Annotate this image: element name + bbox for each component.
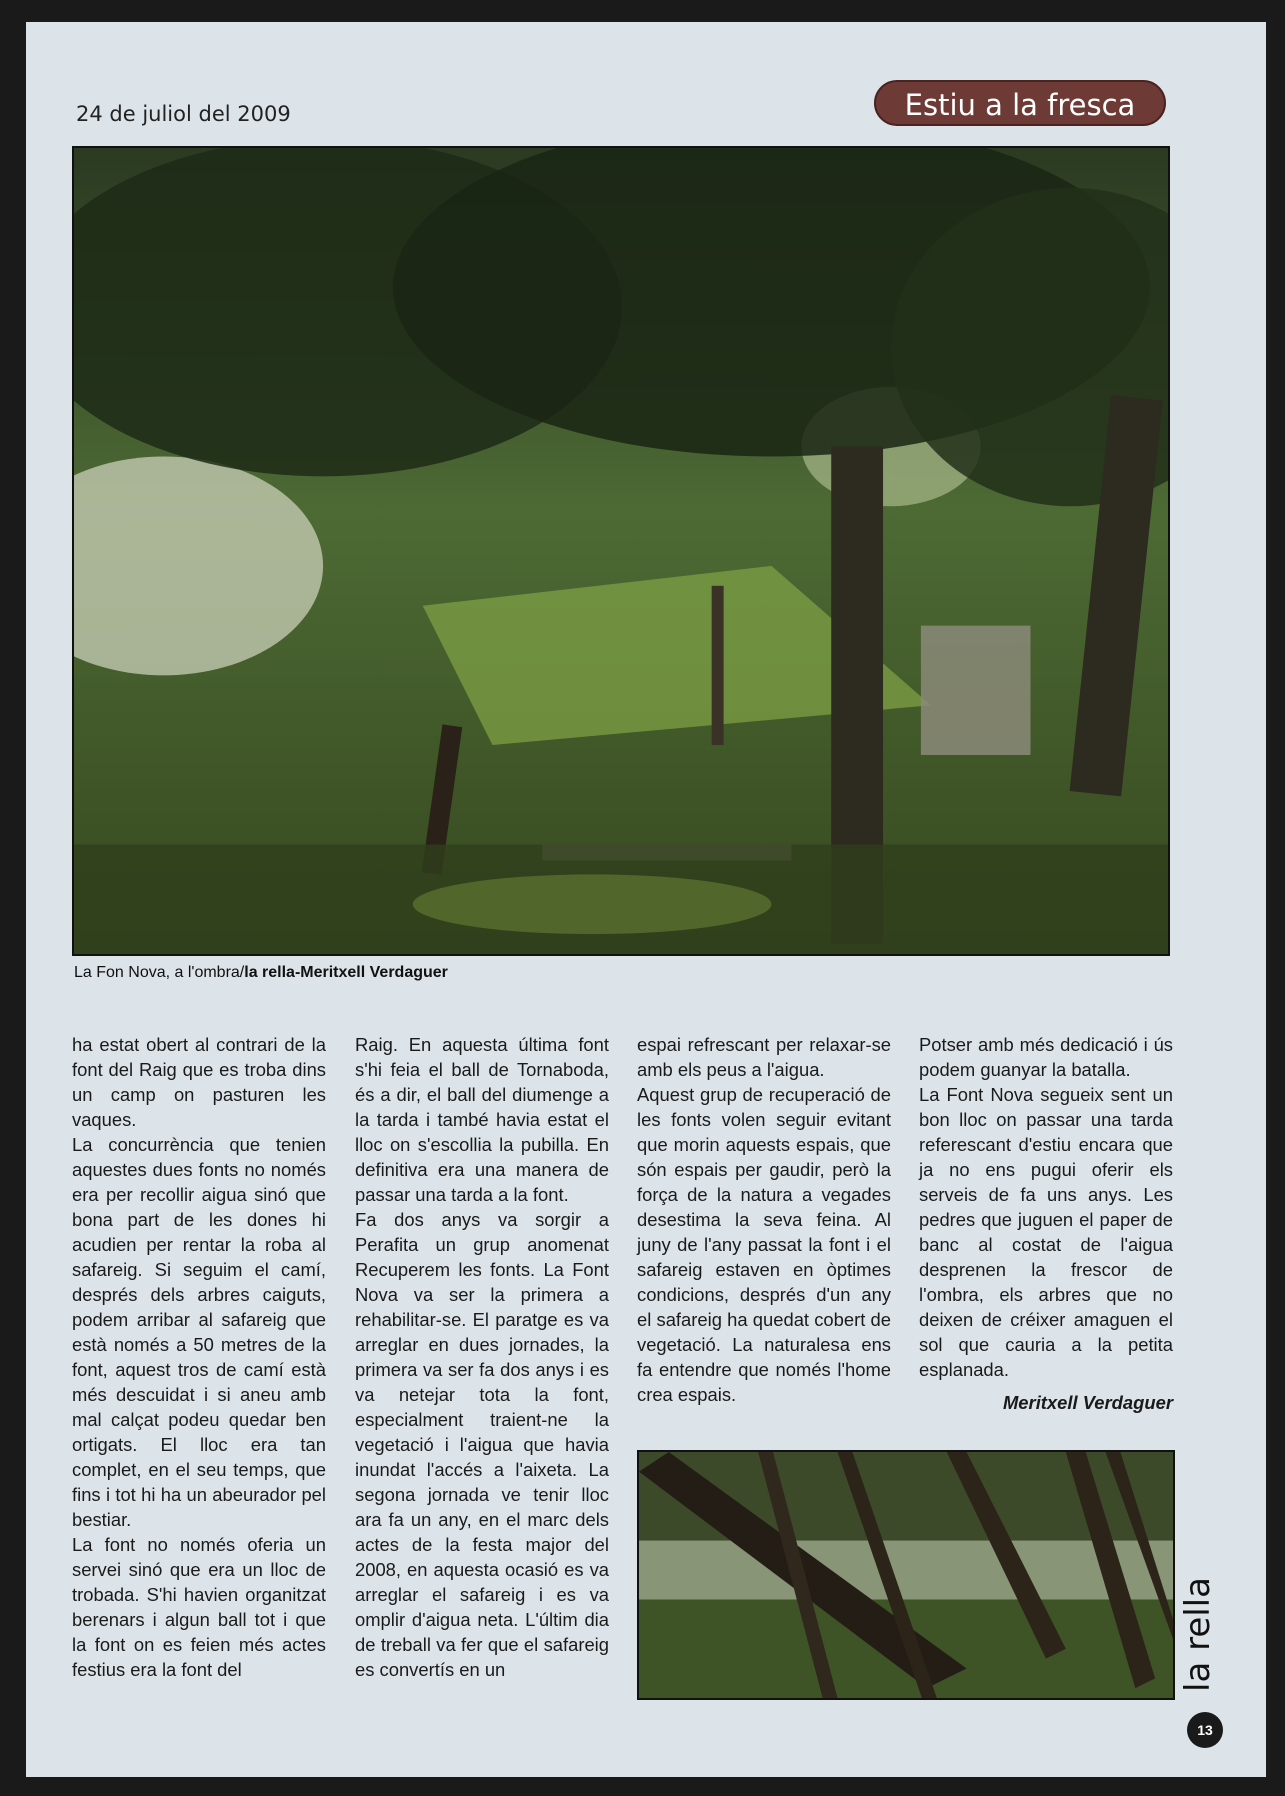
caption-credit: la rella-Meritxell Verdaguer — [244, 964, 448, 981]
paragraph: Fa dos anys va sorgir a Perafita un grup anomenat Recuperem les fonts. La Font Nova va ser la primera a rehabilitar-se. El paratge es va arreglar en dues jornades, la primera va ser fa dos anys i es va netejar tota la font, especialment traient-ne la vegetació i l'aigua que havia inundat l'accés a l'aixeta. La segona jornada ve tenir lloc ara fa un any, en el marc dels actes de la festa major del 2008, en aquesta ocasió es va arreglar el safareig i es va omplir d'aigua neta. L'últim dia de treball va fer que el safareig es convertís en un — [355, 1209, 609, 1680]
photo-caption — [74, 964, 448, 982]
paragraph: La concurrència que tenien aquestes dues fonts no només era per recollir aigua sinó que bona part de les dones hi acudien per rentar la roba al safareig. Si seguim el camí, després dels arbres caiguts, podem arribar al safareig que està només a 50 metres de la font, aquest tros de camí està més descuidat i si aneu amb mal calçat podeu quedar ben ortigats. El lloc era tan complet, en el seu temps, que fins i tot hi ha un abeurador pel bestiar. — [72, 1134, 326, 1530]
caption-text: La Fon Nova, a l'ombra/ — [74, 964, 245, 981]
main-photo — [72, 146, 1170, 956]
issue-date: 24 de juliol del 2009 — [76, 102, 291, 126]
paragraph: Potser amb més dedicació i ús podem guanyar la batalla. — [919, 1034, 1173, 1080]
article-column-2 — [355, 1032, 609, 1682]
paragraph: espai refrescant per relaxar-se amb els peus a l'aigua. — [637, 1034, 891, 1080]
section-badge: Estiu a la fresca — [874, 80, 1166, 126]
paragraph: ha estat obert al contrari de la font del Raig que es troba dins un camp on pasturen les vaques. — [72, 1034, 326, 1130]
article-column-1 — [72, 1032, 326, 1682]
article-author: Meritxell Verdaguer — [1002, 1392, 1173, 1413]
trees-photo — [639, 1452, 1173, 1698]
page-number: 13 — [1187, 1712, 1223, 1748]
paragraph: Raig. En aquesta última font s'hi feia el ball de Tornaboda, és a dir, el ball del diumenge a la tarda i també havia estat el lloc on s'escollia la pubilla. En definitiva era una manera de passar una tarda a la font. — [355, 1034, 609, 1205]
paragraph: La Font Nova segueix sent un bon lloc on passar una tarda referescant d'estiu encara que ja no ens pugui oferir els serveis de fa uns anys. Les pedres que juguen el paper de banc al costat de l'aigua desprenen la frescor de l'ombra, els arbres que no deixen de créixer amaguen el sol que cauria a la petita esplanada. — [919, 1084, 1173, 1380]
paragraph: La font no només oferia un servei sinó que era un lloc de trobada. S'hi havien organitzat berenars i algun ball tot i que la font on es feien més actes festius era la font del — [72, 1534, 326, 1680]
article-column-3 — [637, 1032, 891, 1407]
newspaper-page — [26, 22, 1266, 1777]
secondary-photo — [637, 1450, 1175, 1700]
article-column-4 — [919, 1032, 1173, 1415]
paragraph: Aquest grup de recuperació de les fonts volen seguir evitant que morin aquests espais, que són espais per gaudir, però la força de la natura a vegades desestima la seva feina. Al juny de l'any passat la font i el safareig estaven en òptimes condicions, després d'un any el safareig ha quedat cobert de vegetació. La naturalesa ens fa entendre que només l'home crea espais. — [637, 1084, 891, 1405]
font-nova-photo — [74, 148, 1168, 954]
publication-name: la rella — [1178, 1577, 1218, 1692]
